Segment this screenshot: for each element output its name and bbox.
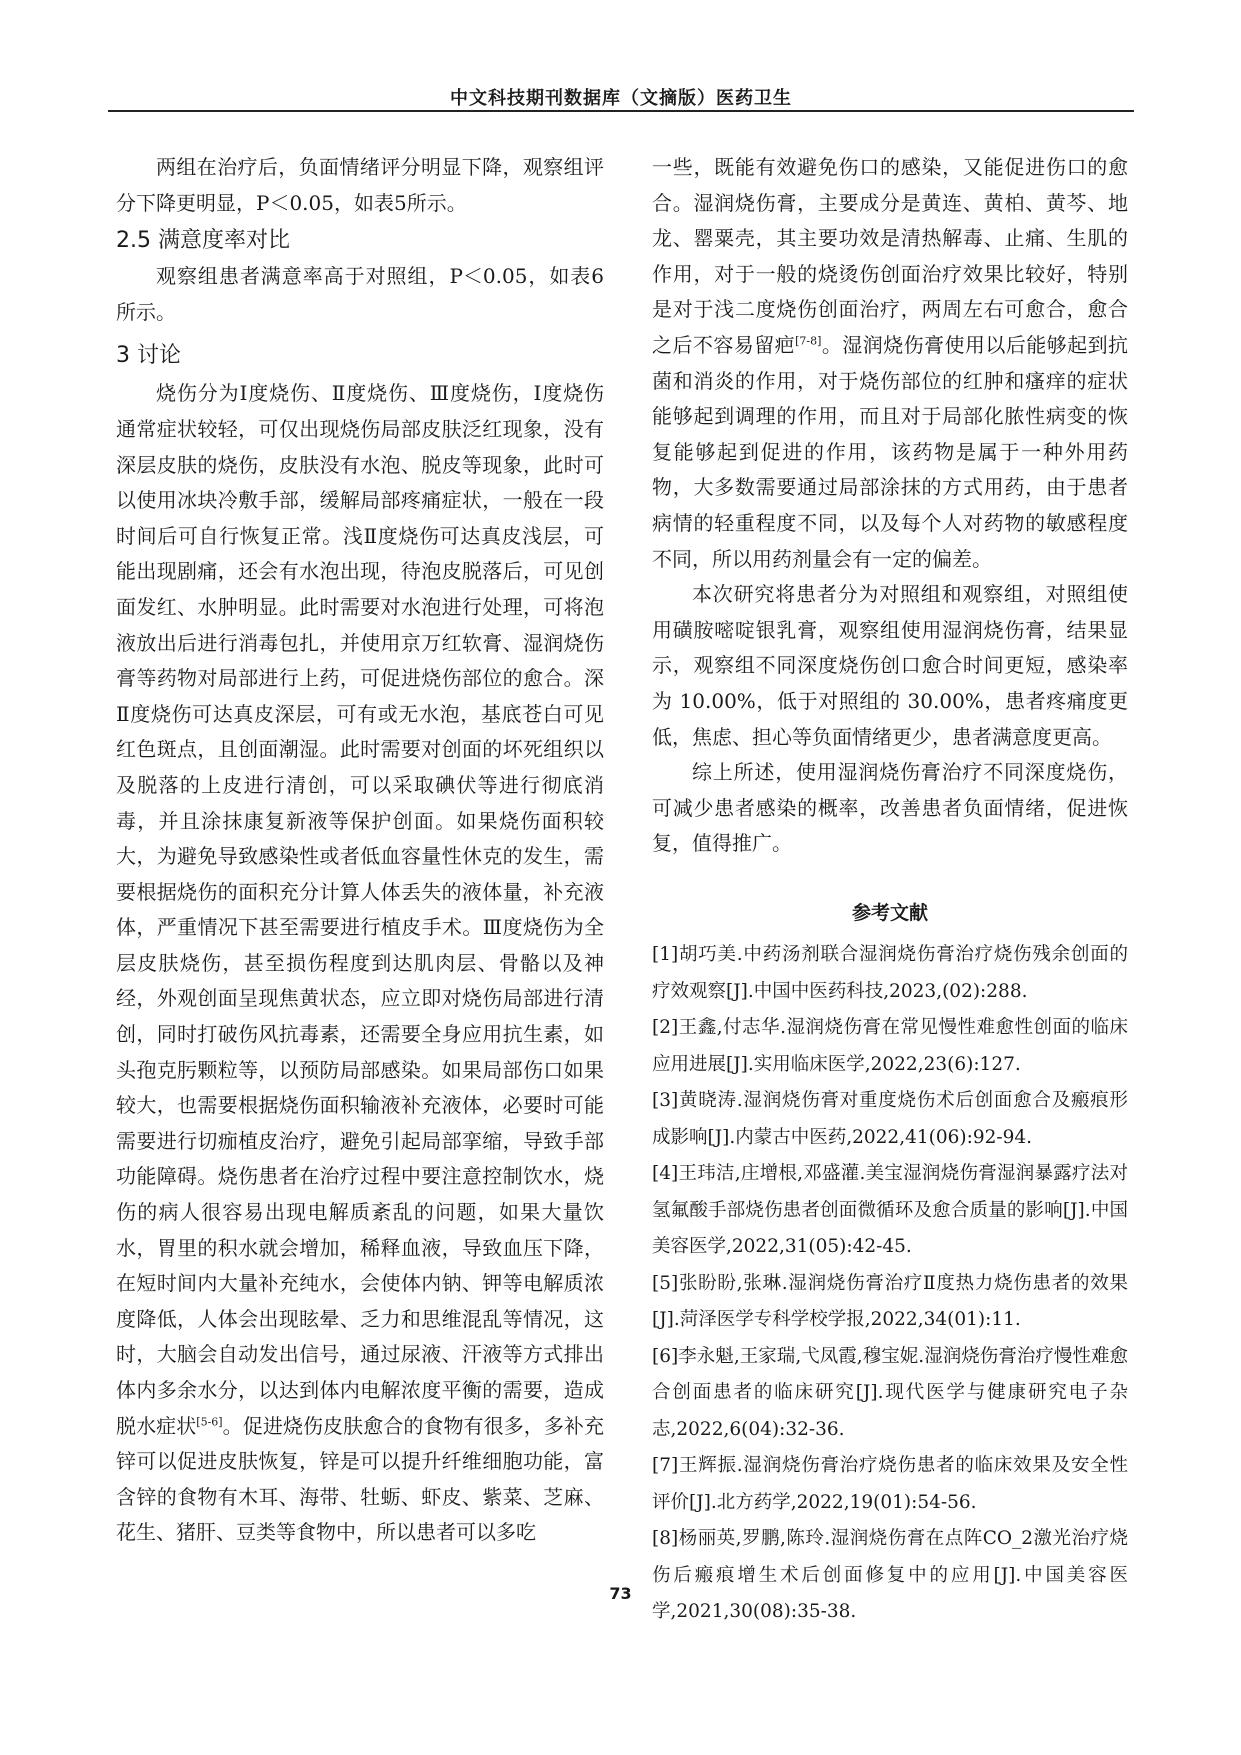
references-title: 参考文献 (851, 901, 928, 924)
paragraph-negative-emotion: 两组在治疗后，负面情绪评分明显下降，观察组评分下降更明显，P＜0.05，如表5所示。 (116, 155, 604, 215)
journal-header: 中文科技期刊数据库（文摘版）医药卫生 (450, 88, 792, 109)
ointment-text-part-2: 。湿润烧伤膏使用以后能够起到抗菌和消炎的作用，对于烧伤部位的红肿和瘙痒的症状能够起到调理的作用，而且对于局部化脓性病变的恢复能够起到促进的作用，该药物是属于一种外用药物，大多数需要通过局部涂抹的方式用药，由于患者病情的轻重程度不同，以及每个人对药物的敏感程度不同，所以用药剂量会有一定的偏差。 (652, 332, 1129, 571)
reference-item: [6]李永魁,王家瑞,弋凤霞,穆宝妮.湿润烧伤膏治疗慢性难愈合创面患者的临床研究[J].现代医学与健康研究电子杂志,2022,6(04):32-36. (652, 1345, 1128, 1440)
section-heading-2-5: 2.5 满意度率对比 (116, 228, 290, 254)
right-column (652, 150, 1128, 1631)
ointment-text-part-1: 一些，既能有效避免伤口的感染，又能促进伤口的愈合。湿润烧伤膏，主要成分是黄连、黄柏、黄芩、地龙、罂粟壳，其主要功效是清热解毒、止痛、生肌的作用，对于一般的烧烫伤创面治疗效果比较好，特别是对于浅二度烧伤创面治疗，两周左右可愈合，愈合之后不容易留疤 (652, 155, 1128, 357)
paragraph-study-results: 本次研究将患者分为对照组和观察组，对照组使用磺胺嘧啶银乳膏，观察组使用湿润烧伤膏，结果显示，观察组不同深度烧伤创口愈合时间更短，感染率为 10.00%，低于对照组的 30.00%，患者疼痛度更低，焦虑、担心等负面情绪更少，患者满意度更高。 (652, 582, 1128, 749)
reference-item: [3]黄晓涛.湿润烧伤膏对重度烧伤术后创面愈合及瘢痕形成影响[J].内蒙古中医药,2022,41(06):92-94. (652, 1090, 1128, 1148)
paragraph-conclusion: 综上所述，使用湿润烧伤膏治疗不同深度烧伤，可减少患者感染的概率，改善患者负面情绪，促进恢复，值得推广。 (652, 760, 1128, 856)
discussion-text-part-1: 烧伤分为Ⅰ度烧伤、Ⅱ度烧伤、Ⅲ度烧伤，Ⅰ度烧伤通常症状较轻，可仅出现烧伤局部皮肤泛红现象，没有深层皮肤的烧伤，皮肤没有水泡、脱皮等现象，此时可以使用冰块冷敷手部，缓解局部疼痛症状，一般在一段时间后可自行恢复正常。浅Ⅱ度烧伤可达真皮浅层，可能出现剧痛，还会有水泡出现，待泡皮脱落后，可见创面发红、水肿明显。此时需要对水泡进行处理，可将泡液放出后进行消毒包扎，并使用京万红软膏、湿润烧伤膏等药物对局部进行上药，可促进烧伤部位的愈合。深Ⅱ度烧伤可达真皮深层，可有或无水泡，基底苍白可见红色斑点，且创面潮湿。此时需要对创面的坏死组织以及脱落的上皮进行清创，可以采取碘伏等进行彻底消毒，并且涂抹康复新液等保护创面。如果烧伤面积较大，为避免导致感染性或者低血容量性休克的发生，需要根据烧伤的面积充分计算人体丢失的液体量，补充液体，严重情况下甚至需要进行植皮手术。Ⅲ度烧伤为全层皮肤烧伤，甚至损伤程度到达肌肉层、骨骼以及神经，外观创面呈现焦黄状态，应立即对烧伤局部进行清创，同时打破伤风抗毒素，还需要全身应用抗生素，如头孢克肟颗粒等，以预防局部感染。如果局部伤口如果较大，也需要根据烧伤面积输液补充液体，必要时可能需要进行切痂植皮治疗，避免引起局部挛缩，导致手部功能障碍。烧伤患者在治疗过程中要注意控制饮水，烧伤的病人很容易出现电解质紊乱的问题，如果大量饮水，胃里的积水就会增加，稀释血液，导致血压下降，在短时间内大量补充纯水，会使体内钠、钾等电解质浓度降低，人体会出现眩晕、乏力和思维混乱等情况，这时，大脑会自动发出信号，通过尿液、汗液等方式排出体内多余水分，以达到体内电解浓度平衡的需要，造成脱水症状 (116, 381, 604, 1438)
reference-item: [4]王玮洁,庄增根,邓盛灌.美宝湿润烧伤膏湿润暴露疗法对氢氟酸手部烧伤患者创面微循环及愈合质量的影响[J].中国美容医学,2022,31(05):42-45. (652, 1163, 1128, 1258)
header-rule (108, 110, 1134, 112)
left-column (116, 150, 604, 1551)
paragraph-satisfaction: 观察组患者满意率高于对照组，P＜0.05，如表6所示。 (116, 264, 604, 324)
section-heading-discussion: 3 讨论 (116, 343, 181, 369)
reference-item: [5]张盼盼,张琳.湿润烧伤膏治疗Ⅱ度热力烧伤患者的效果[J].菏泽医学专科学校学报,2022,34(01):11. (652, 1272, 1128, 1331)
paragraph-discussion-burns (116, 376, 604, 1551)
reference-item: [8]杨丽英,罗鹏,陈玲.湿润烧伤膏在点阵CO_2激光治疗烧伤后瘢痕增生术后创面修复中的应用[J].中国美容医学,2021,30(08):35-38. (652, 1528, 1128, 1623)
reference-item: [2]王鑫,付志华.湿润烧伤膏在常见慢性难愈性创面的临床应用进展[J].实用临床医学,2022,23(6):127. (652, 1017, 1128, 1075)
reference-list (652, 937, 1128, 1631)
reference-item: [7]王辉振.湿润烧伤膏治疗烧伤患者的临床效果及安全性评价[J].北方药学,2022,19(01):54-56. (652, 1455, 1128, 1513)
discussion-text-part-2: 。促进烧伤皮肤愈合的食物有很多，多补充锌可以促进皮肤恢复，锌是可以提升纤维细胞功能，富含锌的食物有木耳、海带、牡蛎、虾皮、紫菜、芝麻、花生、猪肝、豆类等食物中，所以患者可以多吃 (116, 1413, 605, 1545)
citation-7-8: [7-8] (795, 334, 822, 348)
citation-5-6: [5-6] (196, 1414, 223, 1428)
paragraph-continued-ointment (652, 150, 1128, 577)
page-number: 73 (609, 1584, 632, 1603)
reference-item: [1]胡巧美.中药汤剂联合湿润烧伤膏治疗烧伤残余创面的疗效观察[J].中国中医药科技,2023,(02):288. (652, 944, 1128, 1002)
